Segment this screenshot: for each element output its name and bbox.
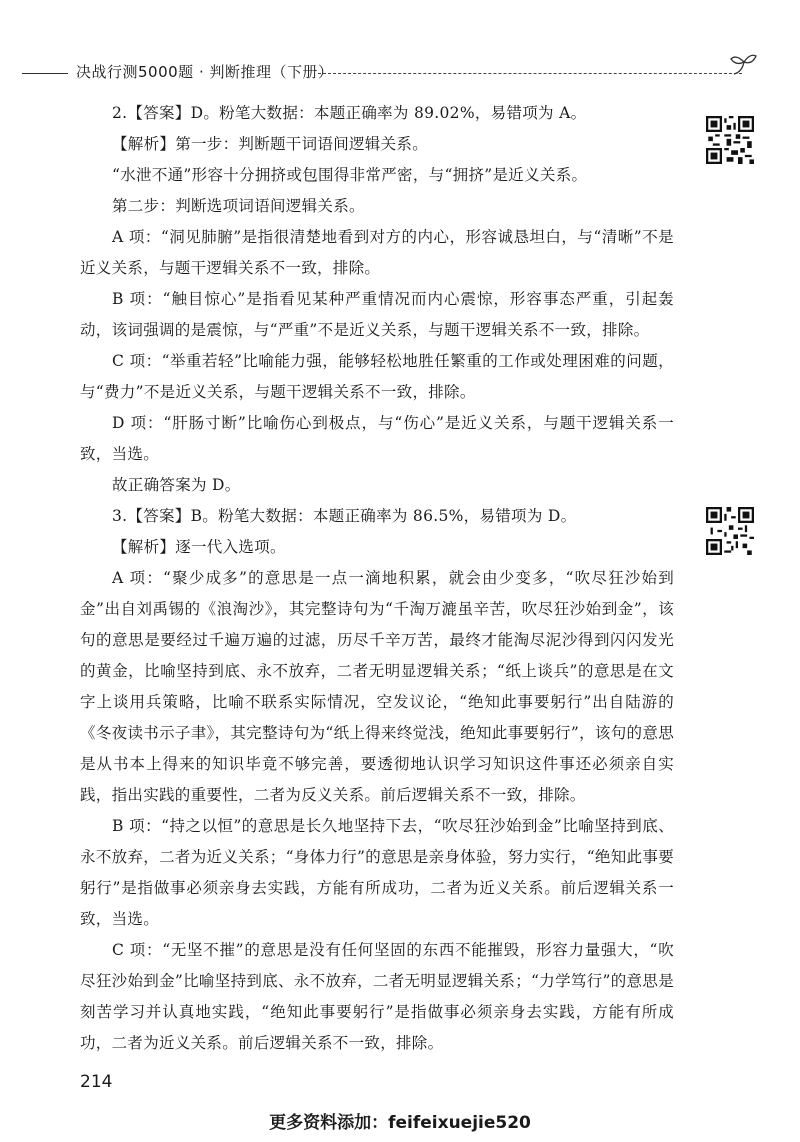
option-d-analysis: D 项：“肝肠寸断”比喻伤心到极点，与“伤心”是近义关系，与题干逻辑关系一致，当选。	[80, 414, 674, 463]
option-a-analysis: A 项：“洞见肺腑”是指很清楚地看到对方的内心，形容诚恳坦白，与“清晰”不是近义关系，与题干逻辑关系不一致，排除。	[80, 228, 674, 277]
qr-code-icon	[706, 507, 754, 555]
book-title: 决战行测5000题 · 判断推理（下册）	[76, 63, 334, 81]
option-c-analysis: C 项：“举重若轻”比喻能力强，能够轻松地胜任繁重的工作或处理困难的问题，与“费力”不是近义关系，与题干逻辑关系不一致，排除。	[80, 352, 674, 401]
qr-code-icon	[706, 116, 754, 164]
answer-2-paragraph: 2.【答案】D。粉笔大数据：本题正确率为 89.02%，易错项为 A。	[112, 104, 587, 122]
option-b-analysis: B 项：“持之以恒”的意思是长久地坚持下去，“吹尽狂沙始到金”比喻坚持到底、永不放弃，二者为近义关系；“身体力行”的意思是亲身体验，努力实行，“绝知此事要躬行”是指做事必须亲身去实践，方能有所成功，二者为近义关系。前后逻辑关系一致，当选。	[80, 817, 674, 928]
header-rule-right	[318, 73, 742, 74]
page-content	[80, 98, 674, 1059]
conclusion-2: 故正确答案为 D。	[112, 476, 241, 494]
answer-3-paragraph: 3.【答案】B。粉笔大数据：本题正确率为 86.5%，易错项为 D。	[112, 507, 577, 525]
header-rule-left	[22, 73, 68, 74]
option-a-analysis: A 项：“聚少成多”的意思是一点一滴地积累，就会由少变多，“吹尽狂沙始到金”出自刘禹锡的《浪淘沙》，其完整诗句为“千淘万漉虽辛苦，吹尽狂沙始到金”，该句的意思是要经过千遍万遍的过滤，历尽千辛万苦，最终才能淘尽泥沙得到闪闪发光的黄金，比喻坚持到底、永不放弃，二者无明显逻辑关系；“纸上谈兵”的意思是在文字上谈用兵策略，比喻不联系实际情况，空发议论，“绝知此事要躬行”出自陆游的《冬夜读书示子聿》，其完整诗句为“纸上得来终觉浅，绝知此事要躬行”，该句的意思是从书本上得来的知识毕竟不够完善，要透彻地认识学习知识这件事还必须亲自实践，指出实践的重要性，二者为反义关系。前后逻辑关系不一致，排除。	[80, 569, 674, 804]
footer-note: 更多资料添加：feifeixuejie520	[269, 1113, 531, 1133]
explanation-2-heading: 【解析】第一步：判断题干词语间逻辑关系。	[112, 135, 429, 153]
page-number: 214	[80, 1072, 113, 1092]
option-b-analysis: B 项：“触目惊心”是指看见某种严重情况而内心震惊，形容事态严重，引起轰动，该词强调的是震惊，与“严重”不是近义关系，与题干逻辑关系不一致，排除。	[80, 290, 674, 339]
step-two-heading: 第二步：判断选项词语间逻辑关系。	[112, 197, 365, 215]
sprout-icon	[728, 52, 758, 78]
page-header	[0, 52, 800, 92]
option-c-analysis: C 项：“无坚不摧”的意思是没有任何坚固的东西不能摧毁，形容力量强大，“吹尽狂沙始到金”比喻坚持到底、永不放弃，二者无明显逻辑关系；“力学笃行”的意思是刻苦学习并认真地实践，“绝知此事要躬行”是指做事必须亲身去实践，方能有所成功，二者为近义关系。前后逻辑关系不一致，排除。	[80, 941, 674, 1052]
text-paragraph: “水泄不通”形容十分拥挤或包围得非常严密，与“拥挤”是近义关系。	[112, 166, 588, 184]
explanation-3-heading: 【解析】逐一代入选项。	[112, 538, 286, 556]
